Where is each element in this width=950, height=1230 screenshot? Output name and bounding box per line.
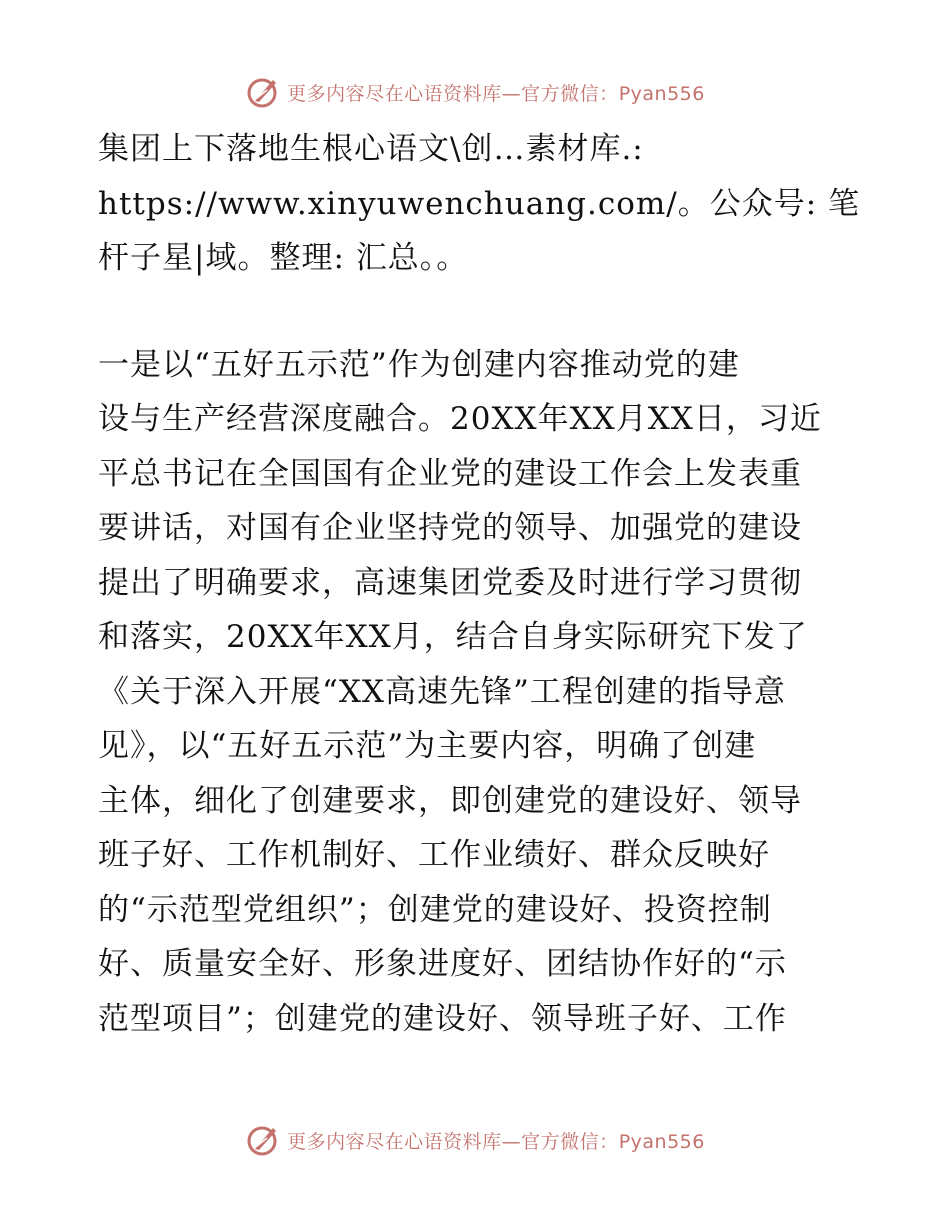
paragraph-line: 提出了明确要求，高速集团党委及时进行学习贯彻 bbox=[98, 564, 802, 601]
watermark-separator: — bbox=[501, 82, 522, 105]
watermark-text bbox=[287, 1127, 705, 1154]
watermark-contact-handle: Pyan556 bbox=[618, 82, 705, 105]
paragraph-gap bbox=[98, 286, 858, 338]
watermark-text bbox=[287, 79, 705, 106]
paragraph-line: 和落实，20XX年XX月，结合自身实际研究下发了 bbox=[98, 619, 808, 655]
paragraph-line: 一是以“五好五示范”作为创建内容推动党的建 bbox=[98, 346, 740, 383]
paragraph-line: 的“示范型党组织”；创建党的建设好、投资控制 bbox=[98, 891, 772, 928]
header-watermark bbox=[0, 72, 950, 112]
quill-pen-circle-icon bbox=[245, 1122, 281, 1158]
paragraph-line: 主体，细化了创建要求，即创建党的建设好、领导 bbox=[98, 782, 802, 819]
watermark-contact-handle: Pyan556 bbox=[618, 1130, 705, 1153]
watermark-contact-label: 官方微信： bbox=[521, 82, 619, 105]
paragraph-line: 《关于深入开展“XX高速先锋”工程创建的指导意 bbox=[98, 673, 786, 710]
header-line: 集团上下落地生根心语文\创…素材库.: bbox=[98, 131, 644, 167]
paragraph-line: 要讲话，对国有企业坚持党的领导、加强党的建设 bbox=[98, 510, 802, 546]
header-line: 杆子星|域。整理: 汇总。。 bbox=[98, 240, 469, 276]
document-body bbox=[98, 122, 861, 1046]
watermark-site: 更多内容尽在心语资料库 bbox=[287, 1130, 502, 1153]
watermark-contact-label: 官方微信： bbox=[521, 1130, 619, 1153]
paragraph-line: 见》，以“五好五示范”为主要内容，明确了创建 bbox=[98, 728, 757, 764]
quill-pen-circle-icon bbox=[245, 74, 281, 110]
watermark-separator: — bbox=[501, 1130, 522, 1153]
paragraph-line: 设与生产经营深度融合。20XX年XX月XX日，习近 bbox=[98, 401, 822, 437]
paragraph-line: 班子好、工作机制好、工作业绩好、群众反映好 bbox=[98, 837, 770, 873]
paragraph-line: 好、质量安全好、形象进度好、团结协作好的“示 bbox=[98, 946, 787, 982]
watermark-site: 更多内容尽在心语资料库 bbox=[287, 82, 502, 105]
footer-watermark bbox=[0, 1120, 950, 1160]
paragraph-line: 平总书记在全国国有企业党的建设工作会上发表重 bbox=[98, 455, 802, 492]
paragraph-line: 范型项目”；创建党的建设好、领导班子好、工作 bbox=[98, 1000, 787, 1037]
header-line: https://www.xinyuwenchuang.com/。公众号: 笔 bbox=[98, 185, 861, 222]
